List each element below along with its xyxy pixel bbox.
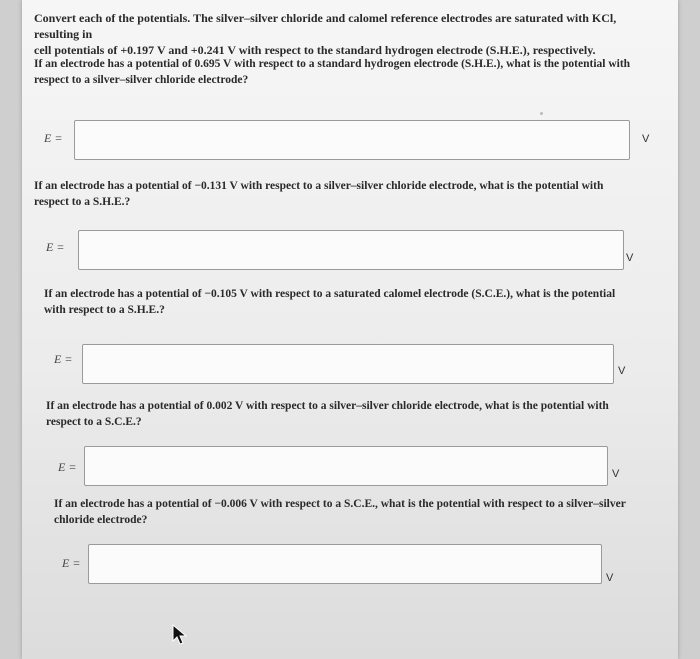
answer-1-unit: V: [642, 133, 650, 145]
question-4-text: If an electrode has a potential of 0.002 V with respect to a silver–silver chloride electrode, what is the potential with respect to a S.C.E.?: [46, 400, 609, 428]
decorative-dot: [540, 112, 543, 115]
answer-5-label: E =: [62, 556, 81, 570]
answer-4-unit: V: [612, 468, 620, 480]
question-1-text: If an electrode has a potential of 0.695 V with respect to a standard hydrogen electrode (S.H.E.), what is the potential with respect to a silver–silver chloride electrode?: [34, 58, 631, 86]
question-5-text: If an electrode has a potential of −0.006 V with respect to a S.C.E., what is the potential with respect to a silver–silver chloride electrode?: [54, 498, 626, 526]
answer-4-label: E =: [58, 460, 77, 474]
answer-2-unit: V: [626, 252, 634, 264]
answer-5-input[interactable]: [88, 544, 602, 584]
intro-line-2: cell potentials of +0.197 V and +0.241 V with respect to the standard hydrogen electrode (S.H.E.), respectively.: [34, 43, 596, 57]
question-panel: [22, 0, 678, 659]
answer-2-input[interactable]: [78, 230, 624, 270]
answer-1-input[interactable]: [74, 120, 630, 160]
answer-5-unit: V: [606, 572, 614, 584]
problem-intro: [34, 10, 664, 58]
answer-3-label: E =: [54, 352, 73, 366]
question-3-text: If an electrode has a potential of −0.105 V with respect to a saturated calomel electrode (S.C.E.), what is the potential with respect to a S.H.E.?: [44, 288, 616, 316]
answer-1-label: E =: [44, 131, 63, 145]
answer-3-input[interactable]: [82, 344, 614, 384]
answer-2-label: E =: [46, 240, 65, 254]
question-2-text: If an electrode has a potential of −0.131 V with respect to a silver–silver chloride electrode, what is the potential with respect to a S.H.E.?: [34, 180, 604, 208]
intro-line-1: Convert each of the potentials. The silver–silver chloride and calomel reference electrodes are saturated with KCl, resulting in: [34, 11, 617, 41]
answer-3-unit: V: [618, 365, 626, 377]
mouse-pointer-icon: [172, 624, 188, 646]
answer-4-input[interactable]: [84, 446, 608, 486]
